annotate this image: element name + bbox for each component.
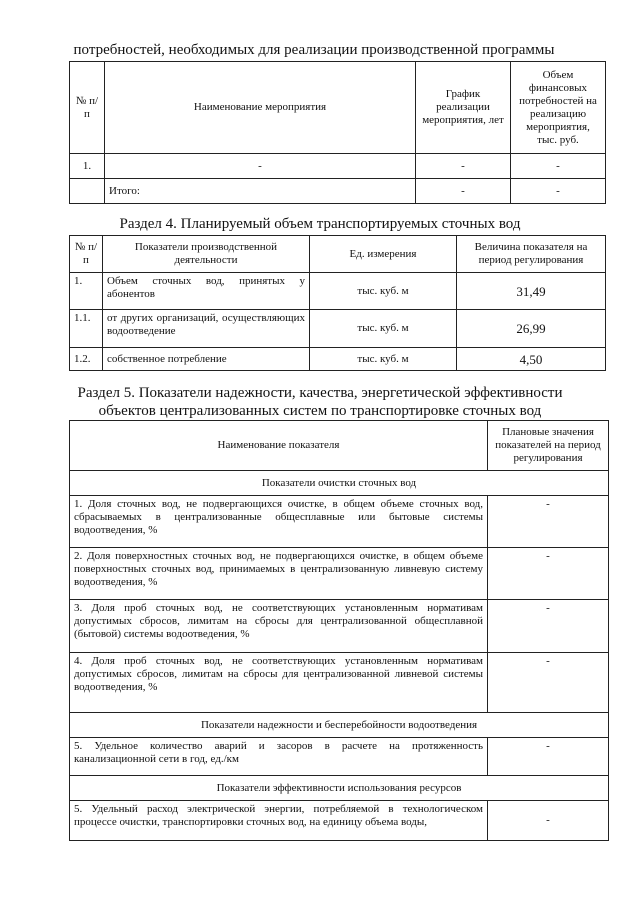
table-row xyxy=(70,496,609,548)
section-5-title-line-2: объектов централизованных систем по транспортировке сточных вод xyxy=(98,403,542,419)
cell-number: 1. xyxy=(70,273,103,310)
cell-unit: тыс. куб. м xyxy=(310,348,457,371)
header-number: № п/п xyxy=(70,236,103,273)
header-indicator: Показатели производственной деятельности xyxy=(103,236,310,273)
cell-planned-value: - xyxy=(488,738,609,776)
cell-indicator: 3. Доля проб сточных вод, не соответствующих установленным нормативам допустимых сбросов, лимитам на сбросы для централизованной общесплавной (бытовой) системы водоотведения, % xyxy=(70,600,488,653)
header-indicator-name: Наименование показателя xyxy=(70,421,488,471)
header-financial-needs: Объем финансовых потребностей на реализацию мероприятия, тыс. руб. xyxy=(511,62,606,154)
table-header-row xyxy=(70,62,606,154)
page-heading-continuation: потребностей, необходимых для реализации производственной программы xyxy=(73,42,555,58)
table-header-row xyxy=(70,421,609,471)
table-row xyxy=(70,801,609,841)
cell-number xyxy=(70,179,105,204)
cell-indicator: 5. Удельное количество аварий и засоров в расчете на протяженность канализационной сети в год, ед./км xyxy=(70,738,488,776)
cell-number: 1.2. xyxy=(70,348,103,371)
cell-indicator: Объем сточных вод, принятых у абонентов xyxy=(103,273,310,310)
table-row xyxy=(70,154,606,179)
table-row xyxy=(70,310,606,348)
cell-planned-value: - xyxy=(488,548,609,600)
group-row-reliability xyxy=(70,713,609,738)
cell-value: 26,99 xyxy=(457,310,606,348)
cell-total-label: Итого: xyxy=(105,179,416,204)
cell-value: 31,49 xyxy=(457,273,606,310)
group-row-resource-efficiency xyxy=(70,776,609,801)
group-title: Показатели очистки сточных вод xyxy=(70,471,609,496)
cell-schedule: - xyxy=(416,179,511,204)
section-5-title-line-1: Раздел 5. Показатели надежности, качества, энергетической эффективности xyxy=(77,385,563,401)
cell-planned-value: - xyxy=(488,600,609,653)
cell-value: 4,50 xyxy=(457,348,606,371)
cell-indicator: 5. Удельный расход электрической энергии, потребляемой в технологическом процессе очистки, транспортировки сточных вод, на единицу объема воды, xyxy=(70,801,488,841)
table-row xyxy=(70,653,609,713)
cell-unit: тыс. куб. м xyxy=(310,310,457,348)
header-planned-values: Плановые значения показателей на период регулирования xyxy=(488,421,609,471)
cell-planned-value: - xyxy=(488,653,609,713)
cell-financial-needs: - xyxy=(511,154,606,179)
header-measure-name: Наименование мероприятия xyxy=(105,62,416,154)
table-row xyxy=(70,738,609,776)
group-row-treatment xyxy=(70,471,609,496)
cell-indicator: собственное потребление xyxy=(103,348,310,371)
cell-schedule: - xyxy=(416,154,511,179)
cell-financial-needs: - xyxy=(511,179,606,204)
cell-number: 1.1. xyxy=(70,310,103,348)
group-title: Показатели надежности и бесперебойности водоотведения xyxy=(70,713,609,738)
table-header-row xyxy=(70,236,606,273)
cell-number: 1. xyxy=(70,154,105,179)
table-row xyxy=(70,348,606,371)
wastewater-volume-table xyxy=(69,235,606,371)
cell-indicator: 4. Доля проб сточных вод, не соответствующих установленным нормативам допустимых сбросов, лимитам на сбросы для централизованной ливневой системы водоотведения, % xyxy=(70,653,488,713)
group-title: Показатели эффективности использования ресурсов xyxy=(70,776,609,801)
table-row xyxy=(70,600,609,653)
cell-planned-value: - xyxy=(488,496,609,548)
indicators-table xyxy=(69,420,609,841)
cell-measure-name: - xyxy=(105,154,416,179)
measures-table xyxy=(69,61,606,204)
cell-indicator: 2. Доля поверхностных сточных вод, не подвергающихся очистке, в общем объеме поверхностных сточных вод, принимаемых в централизованную ливневую систему водоотведения, % xyxy=(70,548,488,600)
cell-indicator: от других организаций, осуществляющих водоотведение xyxy=(103,310,310,348)
cell-planned-value: - xyxy=(488,801,609,841)
header-number: № п/п xyxy=(70,62,105,154)
header-unit: Ед. измерения xyxy=(310,236,457,273)
cell-unit: тыс. куб. м xyxy=(310,273,457,310)
table-row xyxy=(70,548,609,600)
section-4-title: Раздел 4. Планируемый объем транспортируемых сточных вод xyxy=(119,216,521,232)
table-row-total xyxy=(70,179,606,204)
header-value: Величина показателя на период регулирования xyxy=(457,236,606,273)
table-row xyxy=(70,273,606,310)
header-schedule: График реализации мероприятия, лет xyxy=(416,62,511,154)
cell-indicator: 1. Доля сточных вод, не подвергающихся очистке, в общем объеме сточных вод, сбрасываемых в централизованные общесплавные или бытовые системы водоотведения, % xyxy=(70,496,488,548)
